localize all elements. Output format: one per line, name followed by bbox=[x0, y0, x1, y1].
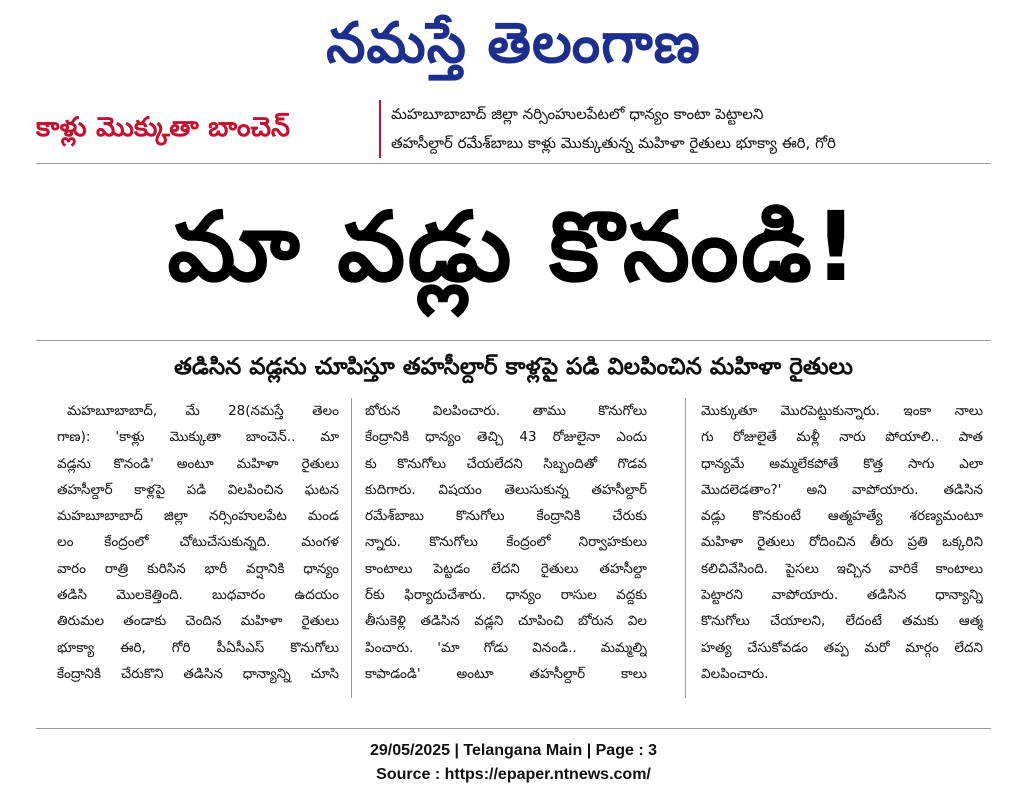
article-line: గు రోజులైతే మళ్లీ నారు పోయాలి.. పాత bbox=[701, 429, 983, 446]
article-column-3 bbox=[701, 398, 983, 718]
bottom-rule bbox=[36, 728, 991, 729]
article-line: గాణ): 'కాళ్లు మొక్కుతా బాంచెన్.. మా bbox=[57, 429, 339, 446]
article-line: పించారు. 'మా గోడు వినండి.. మమ్మల్ని bbox=[365, 639, 647, 656]
article-line: తిరుమల తండాకు చెందిన మహిళా రైతులు bbox=[57, 613, 339, 630]
subheadline: తడిసిన వడ్లను చూపిస్తూ తహసీల్దార్ కాళ్లపై పడి విలపించిన మహిళా రైతులు bbox=[174, 354, 853, 380]
kicker-caption bbox=[391, 100, 991, 158]
article-line: లం కేంద్రంలో చోటుచేసుకున్నది. మంగళ bbox=[57, 534, 339, 551]
article-column-1 bbox=[57, 398, 339, 718]
article-line: న్నారు. కొనుగోలు కేంద్రంలో నిర్వాహకులు bbox=[365, 534, 647, 551]
article-column-2 bbox=[365, 398, 647, 718]
article-line: కాపాడండి' అంటూ తహసీల్దార్ కాలు bbox=[365, 665, 647, 682]
footer-source-link[interactable]: Source : https://epaper.ntnews.com/ bbox=[376, 766, 651, 783]
article-body bbox=[57, 398, 987, 718]
top-rule bbox=[36, 163, 991, 164]
masthead-logo: నమస్తే తెలంగాణ bbox=[326, 11, 701, 76]
article-line: కేంద్రానికి చేరుకొని తడిసిన ధాన్యాన్ని చూసి bbox=[57, 665, 339, 682]
article-line: మహిళా రైతులు రోదించిన తీరు ప్రతి ఒక్కరిని bbox=[701, 534, 983, 551]
article-line: వడ్లు కొనకుంటే ఆత్మహత్యే శరణ్యమంటూ bbox=[701, 508, 983, 525]
article-line: వారం రాత్రి కురిసిన భారీ వర్షానికి ధాన్యం bbox=[57, 560, 339, 577]
kicker-caption-line: తహసీల్దార్ రమేశ్‌బాబు కాళ్లు మొక్కుతున్న మహిళా రైతులు భూక్యా ఈరి, గోరి bbox=[391, 134, 836, 152]
article-line: తహసీల్దార్ కాళ్లపై పడి విలపించిన ఘటన bbox=[57, 481, 339, 498]
article-line: కేంద్రానికి ధాన్యం తెచ్చి 43 రోజులైనా ఎందు bbox=[365, 429, 647, 446]
article-line: పెట్టారని వాపోయారు. తడిసిన ధాన్యాన్ని bbox=[701, 587, 983, 604]
article-line: తీసుకెళ్లి తడిసిన వడ్లని చూపించి బోరున విల bbox=[365, 613, 647, 630]
article-line: కుదిగారు. విషయం తెలుసుకున్న తహసీల్దార్ bbox=[365, 481, 647, 498]
article-line: బోరున విలపించారు. తాము కొనుగోలు bbox=[365, 403, 647, 419]
headline-rule bbox=[36, 340, 991, 341]
article-line: విలపించారు. bbox=[701, 665, 769, 682]
article-line: మహబూబాబాద్ జిల్లా నర్సింహులపేట మండ bbox=[57, 508, 339, 525]
kicker-divider bbox=[379, 100, 381, 158]
article-line: హత్య చేసుకోవడం తప్ప మరో మార్గం లేదని bbox=[701, 639, 983, 656]
article-line: కు కొనుగోలు చేయలేదని సిబ్బందితో గొడవ bbox=[365, 455, 647, 472]
article-line: కాంటాలు పెట్టడం లేదని రైతులు తహసీల్దా bbox=[365, 560, 647, 577]
footer-date-line: 29/05/2025 | Telangana Main | Page : 3 bbox=[369, 742, 657, 759]
kicker-caption-line: మహబూబాబాద్ జిల్లా నర్సింహులపేటలో ధాన్యం కాంటా పెట్టాలని bbox=[391, 105, 764, 123]
article-line: భూక్యా ఈరి, గోరి పీఏసీఎస్ కొనుగోలు bbox=[57, 639, 339, 656]
headline: మా వడ్లు కొనండి! bbox=[167, 191, 860, 303]
article-line: ర్‌కు ఫిర్యాదుచేశారు. ధాన్యం రాసుల వద్దకు bbox=[365, 587, 647, 604]
column-divider bbox=[685, 398, 686, 698]
article-line: ధాన్యమే అమ్మలేకపోతే కొత్త సాగు ఎలా bbox=[701, 455, 983, 472]
kicker-label: కాళ్లు మొక్కుతా బాంచెన్ bbox=[36, 112, 290, 143]
article-line: మొక్కుతూ మొరపెట్టుకున్నారు. ఇంకా నాలు bbox=[701, 403, 983, 419]
article-line: మహబూబాబాద్, మే 28(నమస్తే తెలం bbox=[67, 403, 339, 419]
kicker-row bbox=[36, 98, 991, 160]
article-line: కలిచివేసింది. పైసలు ఇచ్చిన వారికే కాంటాలు bbox=[701, 560, 983, 577]
article-line: రమేశ్‌బాబు కొనుగోలు కేంద్రానికి చేరుకు bbox=[365, 508, 647, 525]
article-line: కొనుగోలు చేయాలని, లేదంటే తమకు ఆత్మ bbox=[701, 613, 983, 630]
column-divider bbox=[351, 398, 352, 698]
article-line: తడిసి మొలకెత్తింది. బుధవారం ఉదయం bbox=[57, 587, 339, 604]
article-line: మొదలెడతాం?' అని వాపోయారు. తడిసిన bbox=[701, 481, 983, 498]
article-line: వడ్లను కొనండి' అంటూ మహిళా రైతులు bbox=[57, 455, 339, 472]
